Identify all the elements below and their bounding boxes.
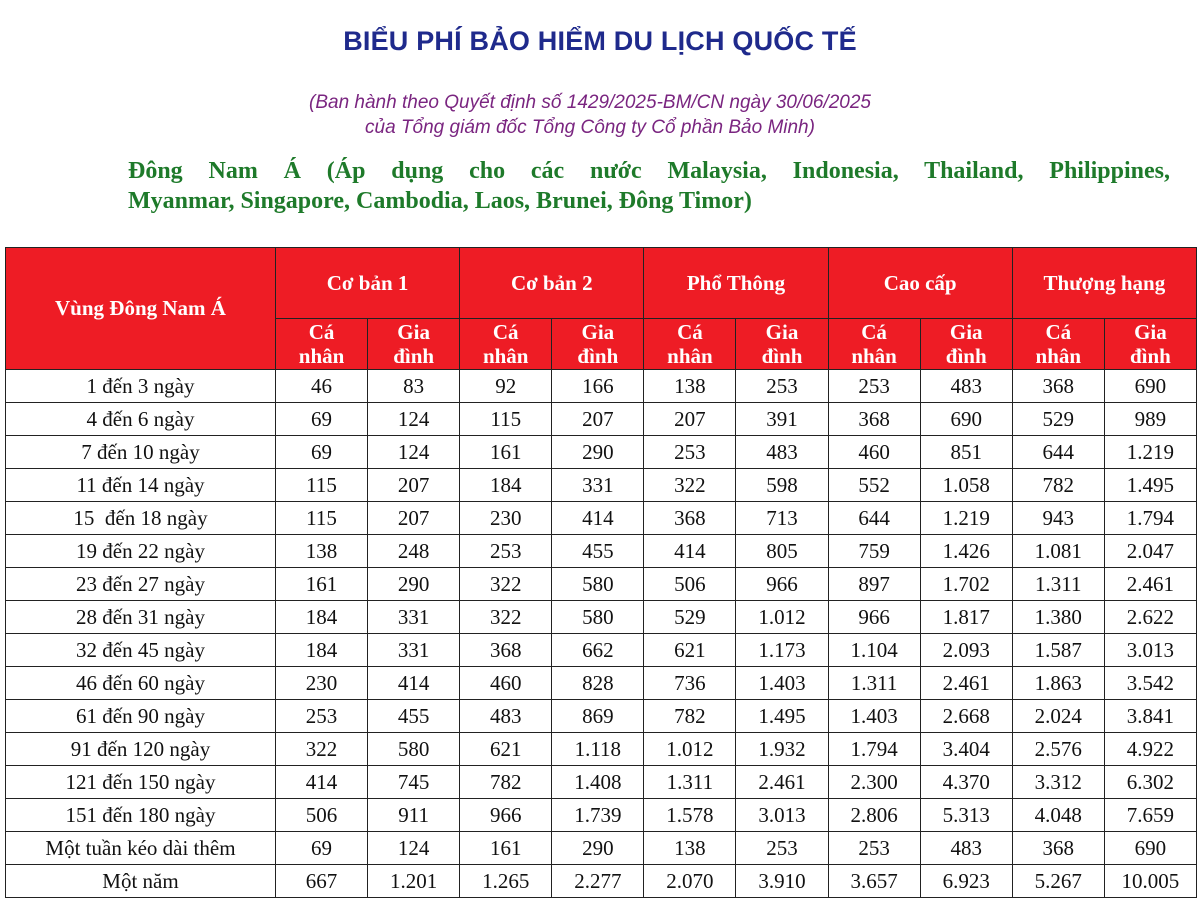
premium-cell: 253 [736, 370, 828, 403]
plan-header: Cơ bản 1 [276, 248, 460, 319]
premium-cell: 6.302 [1104, 766, 1196, 799]
premium-cell: 828 [552, 667, 644, 700]
subheader-text: đình [761, 344, 803, 368]
premium-cell: 3.013 [736, 799, 828, 832]
family-subheader [920, 319, 1012, 370]
premium-cell: 290 [368, 568, 460, 601]
premium-cell: 851 [920, 436, 1012, 469]
premium-cell: 414 [368, 667, 460, 700]
premium-cell: 2.461 [1104, 568, 1196, 601]
plan-header: Cơ bản 2 [460, 248, 644, 319]
premium-cell: 69 [276, 832, 368, 865]
premium-cell: 644 [828, 502, 920, 535]
premium-cell: 414 [552, 502, 644, 535]
premium-cell: 2.461 [736, 766, 828, 799]
premium-cell: 5.267 [1012, 865, 1104, 898]
premium-cell: 2.024 [1012, 700, 1104, 733]
premium-cell: 3.657 [828, 865, 920, 898]
table-row [6, 766, 1197, 799]
family-subheader [368, 319, 460, 370]
table-row [6, 799, 1197, 832]
duration-label: 23 đến 27 ngày [6, 568, 276, 601]
premium-cell: 911 [368, 799, 460, 832]
premium-cell: 1.408 [552, 766, 644, 799]
family-subheader [552, 319, 644, 370]
premium-cell: 331 [368, 601, 460, 634]
table-row [6, 865, 1197, 898]
premium-cell: 2.806 [828, 799, 920, 832]
family-subheader [1104, 319, 1196, 370]
subheader-text: Gia [397, 320, 430, 344]
plan-header: Cao cấp [828, 248, 1012, 319]
premium-cell: 1.012 [644, 733, 736, 766]
subheader-text: đình [945, 344, 987, 368]
premium-cell: 115 [460, 403, 552, 436]
duration-label: 61 đến 90 ngày [6, 700, 276, 733]
duration-label: Một tuần kéo dài thêm [6, 832, 276, 865]
duration-label: 151 đến 180 ngày [6, 799, 276, 832]
duration-label: 32 đến 45 ngày [6, 634, 276, 667]
plan-header: Thượng hạng [1012, 248, 1196, 319]
individual-subheader [644, 319, 736, 370]
premium-cell: 1.311 [644, 766, 736, 799]
duration-label: 121 đến 150 ngày [6, 766, 276, 799]
premium-cell: 368 [1012, 832, 1104, 865]
premium-cell: 745 [368, 766, 460, 799]
premium-cell: 759 [828, 535, 920, 568]
table-row [6, 436, 1197, 469]
premium-cell: 3.312 [1012, 766, 1104, 799]
premium-cell: 46 [276, 370, 368, 403]
subheader-text: Gia [765, 320, 799, 344]
premium-cell: 290 [552, 832, 644, 865]
premium-cell: 6.923 [920, 865, 1012, 898]
premium-cell: 1.739 [552, 799, 644, 832]
premium-cell: 736 [644, 667, 736, 700]
premium-table [5, 247, 1197, 898]
premium-cell: 92 [460, 370, 552, 403]
premium-cell: 184 [460, 469, 552, 502]
premium-cell: 414 [276, 766, 368, 799]
premium-cell: 3.404 [920, 733, 1012, 766]
premium-cell: 253 [736, 832, 828, 865]
premium-cell: 644 [1012, 436, 1104, 469]
table-row [6, 733, 1197, 766]
premium-cell: 483 [736, 436, 828, 469]
premium-cell: 506 [644, 568, 736, 601]
premium-cell: 1.311 [1012, 568, 1104, 601]
premium-cell: 161 [276, 568, 368, 601]
premium-cell: 207 [552, 403, 644, 436]
duration-label: 91 đến 120 ngày [6, 733, 276, 766]
premium-cell: 455 [368, 700, 460, 733]
premium-cell: 580 [552, 568, 644, 601]
premium-cell: 1.794 [1104, 502, 1196, 535]
premium-cell: 2.093 [920, 634, 1012, 667]
premium-cell: 943 [1012, 502, 1104, 535]
premium-cell: 1.201 [368, 865, 460, 898]
premium-cell: 83 [368, 370, 460, 403]
premium-cell: 2.461 [920, 667, 1012, 700]
premium-cell: 138 [644, 370, 736, 403]
premium-cell: 1.265 [460, 865, 552, 898]
premium-cell: 2.277 [552, 865, 644, 898]
premium-cell: 1.058 [920, 469, 1012, 502]
premium-cell: 124 [368, 403, 460, 436]
premium-cell: 5.313 [920, 799, 1012, 832]
table-row [6, 634, 1197, 667]
premium-cell: 69 [276, 403, 368, 436]
premium-cell: 3.910 [736, 865, 828, 898]
premium-cell: 713 [736, 502, 828, 535]
table-row [6, 832, 1197, 865]
premium-cell: 1.012 [736, 601, 828, 634]
premium-cell: 580 [552, 601, 644, 634]
premium-cell: 2.070 [644, 865, 736, 898]
duration-label: 11 đến 14 ngày [6, 469, 276, 502]
individual-subheader [460, 319, 552, 370]
subheader-text: đình [577, 344, 619, 368]
table-row [6, 535, 1197, 568]
premium-cell: 322 [644, 469, 736, 502]
individual-subheader [828, 319, 920, 370]
premium-cell: 897 [828, 568, 920, 601]
subheader-text: Cá [861, 320, 887, 344]
premium-cell: 1.104 [828, 634, 920, 667]
subtitle-issuer: của Tổng giám đốc Tổng Công ty Cổ phần Bảo Minh) [365, 117, 815, 138]
premium-cell: 2.622 [1104, 601, 1196, 634]
table-row [6, 700, 1197, 733]
premium-cell: 1.403 [828, 700, 920, 733]
premium-cell: 869 [552, 700, 644, 733]
premium-cell: 1.426 [920, 535, 1012, 568]
subheader-text: nhân [482, 344, 529, 368]
premium-cell: 1.311 [828, 667, 920, 700]
premium-cell: 4.370 [920, 766, 1012, 799]
table-row [6, 370, 1197, 403]
rate-table-body [6, 370, 1197, 898]
premium-cell: 1.587 [1012, 634, 1104, 667]
premium-cell: 1.495 [1104, 469, 1196, 502]
premium-cell: 1.794 [828, 733, 920, 766]
table-row [6, 469, 1197, 502]
table-row [6, 568, 1197, 601]
subheader-text: Gia [581, 320, 615, 344]
premium-cell: 138 [644, 832, 736, 865]
premium-cell: 253 [460, 535, 552, 568]
premium-cell: 690 [1104, 370, 1196, 403]
premium-cell: 662 [552, 634, 644, 667]
individual-subheader [276, 319, 368, 370]
premium-cell: 1.219 [920, 502, 1012, 535]
premium-cell: 7.659 [1104, 799, 1196, 832]
premium-cell: 124 [368, 436, 460, 469]
premium-cell: 782 [460, 766, 552, 799]
premium-cell: 4.922 [1104, 733, 1196, 766]
premium-cell: 2.576 [1012, 733, 1104, 766]
premium-cell: 598 [736, 469, 828, 502]
table-row [6, 601, 1197, 634]
premium-cell: 290 [552, 436, 644, 469]
duration-label: 7 đến 10 ngày [6, 436, 276, 469]
premium-cell: 322 [460, 568, 552, 601]
premium-cell: 3.841 [1104, 700, 1196, 733]
premium-cell: 2.668 [920, 700, 1012, 733]
premium-cell: 331 [552, 469, 644, 502]
premium-cell: 2.300 [828, 766, 920, 799]
premium-cell: 253 [828, 832, 920, 865]
premium-cell: 1.081 [1012, 535, 1104, 568]
premium-cell: 483 [460, 700, 552, 733]
page-title: BIỂU PHÍ BẢO HIỂM DU LỊCH QUỐC TẾ [343, 26, 857, 56]
premium-cell: 1.578 [644, 799, 736, 832]
subheader-text: Cá [492, 320, 519, 344]
premium-cell: 3.542 [1104, 667, 1196, 700]
premium-cell: 161 [460, 436, 552, 469]
premium-cell: 667 [276, 865, 368, 898]
premium-cell: 529 [1012, 403, 1104, 436]
premium-cell: 1.932 [736, 733, 828, 766]
duration-label: 15 đến 18 ngày [6, 502, 276, 535]
premium-cell: 4.048 [1012, 799, 1104, 832]
premium-cell: 10.005 [1104, 865, 1196, 898]
premium-cell: 368 [460, 634, 552, 667]
premium-cell: 184 [276, 601, 368, 634]
subheader-text: Gia [949, 320, 983, 344]
plan-header: Phổ Thông [644, 248, 828, 319]
premium-cell: 1.173 [736, 634, 828, 667]
premium-cell: 368 [828, 403, 920, 436]
region-column-header: Vùng Đông Nam Á [6, 248, 276, 370]
premium-cell: 207 [644, 403, 736, 436]
premium-cell: 414 [644, 535, 736, 568]
subheader-text: đình [1129, 344, 1171, 368]
header-row-plans [6, 248, 1197, 319]
premium-cell: 966 [828, 601, 920, 634]
premium-cell: 322 [276, 733, 368, 766]
premium-cell: 966 [460, 799, 552, 832]
premium-cell: 184 [276, 634, 368, 667]
premium-cell: 115 [276, 469, 368, 502]
region-description [128, 156, 1170, 216]
duration-label: 4 đến 6 ngày [6, 403, 276, 436]
premium-cell: 621 [460, 733, 552, 766]
premium-cell: 552 [828, 469, 920, 502]
duration-label: 1 đến 3 ngày [6, 370, 276, 403]
premium-cell: 690 [920, 403, 1012, 436]
subheader-text: nhân [851, 344, 897, 368]
premium-cell: 580 [368, 733, 460, 766]
premium-cell: 1.817 [920, 601, 1012, 634]
premium-cell: 115 [276, 502, 368, 535]
premium-cell: 1.219 [1104, 436, 1196, 469]
premium-cell: 1.380 [1012, 601, 1104, 634]
subheader-text: Cá [1045, 320, 1072, 344]
premium-cell: 253 [828, 370, 920, 403]
premium-cell: 166 [552, 370, 644, 403]
premium-cell: 207 [368, 469, 460, 502]
individual-subheader [1012, 319, 1104, 370]
premium-cell: 782 [1012, 469, 1104, 502]
premium-cell: 253 [644, 436, 736, 469]
subtitle-decision: (Ban hành theo Quyết định số 1429/2025-BM/CN ngày 30/06/2025 [309, 92, 871, 113]
duration-label: Một năm [6, 865, 276, 898]
premium-cell: 483 [920, 832, 1012, 865]
region-line-1: Đông Nam Á (Áp dụng cho các nước Malaysia, Indonesia, Thailand, Philippines, [128, 158, 1170, 184]
premium-cell: 331 [368, 634, 460, 667]
table-row [6, 502, 1197, 535]
premium-cell: 230 [460, 502, 552, 535]
premium-cell: 253 [276, 700, 368, 733]
premium-cell: 1.702 [920, 568, 1012, 601]
duration-label: 46 đến 60 ngày [6, 667, 276, 700]
duration-label: 28 đến 31 ngày [6, 601, 276, 634]
premium-cell: 529 [644, 601, 736, 634]
table-row [6, 403, 1197, 436]
subheader-text: Cá [308, 320, 335, 344]
family-subheader [736, 319, 828, 370]
premium-cell: 966 [736, 568, 828, 601]
subheader-text: Cá [677, 320, 703, 344]
subheader-text: nhân [1035, 344, 1082, 368]
premium-cell: 460 [828, 436, 920, 469]
premium-cell: 506 [276, 799, 368, 832]
premium-cell: 138 [276, 535, 368, 568]
premium-cell: 322 [460, 601, 552, 634]
premium-cell: 483 [920, 370, 1012, 403]
premium-cell: 368 [1012, 370, 1104, 403]
premium-cell: 230 [276, 667, 368, 700]
premium-cell: 989 [1104, 403, 1196, 436]
subheader-text: đình [393, 344, 435, 368]
premium-cell: 368 [644, 502, 736, 535]
premium-cell: 1.863 [1012, 667, 1104, 700]
premium-cell: 621 [644, 634, 736, 667]
subheader-text: Gia [1134, 320, 1167, 344]
region-line-2: Myanmar, Singapore, Cambodia, Laos, Brunei, Đông Timor) [128, 188, 752, 214]
premium-cell: 391 [736, 403, 828, 436]
premium-cell: 805 [736, 535, 828, 568]
premium-cell: 1.403 [736, 667, 828, 700]
premium-cell: 69 [276, 436, 368, 469]
premium-cell: 3.013 [1104, 634, 1196, 667]
table-row [6, 667, 1197, 700]
premium-cell: 207 [368, 502, 460, 535]
premium-cell: 161 [460, 832, 552, 865]
duration-label: 19 đến 22 ngày [6, 535, 276, 568]
premium-cell: 2.047 [1104, 535, 1196, 568]
subheader-text: nhân [667, 344, 713, 368]
premium-cell: 124 [368, 832, 460, 865]
premium-cell: 782 [644, 700, 736, 733]
premium-cell: 455 [552, 535, 644, 568]
subheader-text: nhân [298, 344, 345, 368]
premium-cell: 1.495 [736, 700, 828, 733]
premium-cell: 1.118 [552, 733, 644, 766]
premium-cell: 690 [1104, 832, 1196, 865]
premium-cell: 460 [460, 667, 552, 700]
premium-cell: 248 [368, 535, 460, 568]
